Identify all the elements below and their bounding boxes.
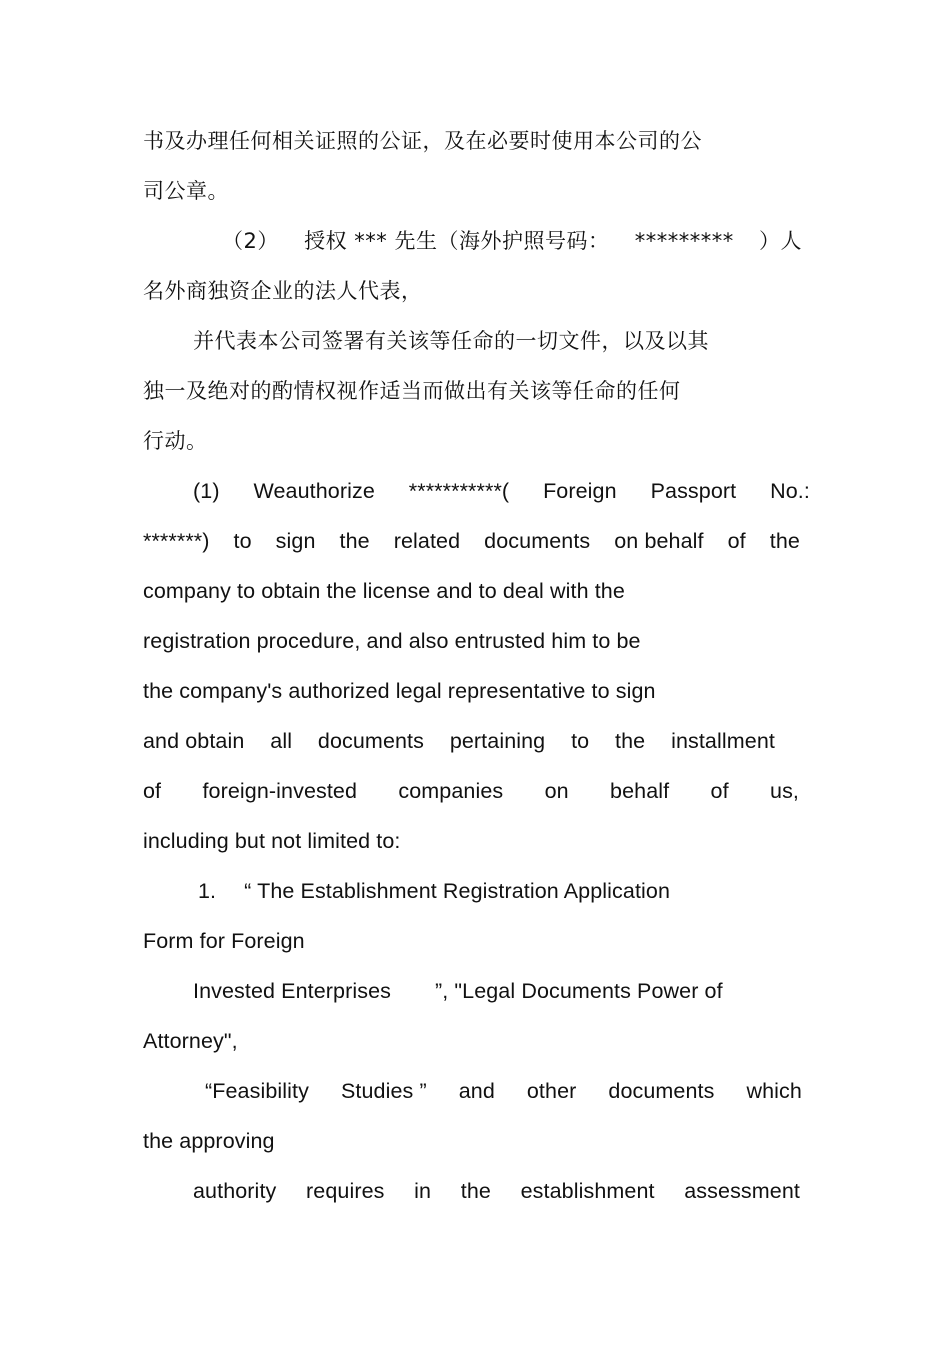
en-word: pertaining: [449, 729, 546, 753]
en-text-line: [193, 1177, 800, 1205]
en-word: the: [615, 729, 646, 753]
cn-item-number: （2）: [222, 229, 279, 253]
en-word: Studies ”: [340, 1079, 427, 1103]
en-word: to: [233, 529, 252, 553]
en-word: all: [270, 729, 293, 753]
cn-text-line: 独一及绝对的酌情权视作适当而做出有关该等任命的任何: [143, 379, 681, 403]
cn-text-line: 行动。: [143, 429, 208, 453]
en-text-line: the approving: [143, 1129, 275, 1153]
en-word: Weauthorize: [253, 479, 375, 503]
en-word: No.:: [770, 479, 810, 503]
en-word: Foreign: [543, 479, 617, 503]
cn-text-segment: ）人: [758, 229, 802, 253]
en-word: Passport: [650, 479, 737, 503]
en-text-line: company to obtain the license and to deal with the: [143, 579, 625, 603]
en-text-segment: ”, "Legal Documents Power of: [435, 979, 723, 1003]
en-word: ***********(: [408, 479, 510, 503]
en-word: and: [458, 1079, 495, 1103]
en-word: on: [544, 779, 569, 803]
en-word: “Feasibility: [205, 1079, 309, 1103]
en-text-line: [143, 727, 775, 755]
en-text-line: including but not limited to:: [143, 829, 401, 853]
en-word: and obtain: [143, 729, 245, 753]
en-word: *******): [143, 529, 210, 553]
en-text-line: Form for Foreign: [143, 929, 305, 953]
cn-text-line: 并代表本公司签署有关该等任命的一切文件，以及以其: [193, 329, 709, 353]
cn-passport-mask: *********: [634, 229, 734, 253]
cn-text-segment: 授权 *** 先生（海外护照号码：: [304, 229, 610, 253]
en-text-segment: Invested Enterprises: [193, 979, 391, 1003]
en-word: documents: [608, 1079, 715, 1103]
en-word: companies: [398, 779, 504, 803]
en-text-line: [193, 477, 810, 505]
cn-text-line: [222, 227, 802, 255]
en-word: foreign-invested: [202, 779, 358, 803]
en-word: documents: [317, 729, 424, 753]
en-word: the: [769, 529, 800, 553]
en-word: behalf: [610, 779, 670, 803]
en-word: in: [414, 1179, 432, 1203]
en-text-line: [193, 977, 723, 1005]
en-word: of: [727, 529, 746, 553]
en-text-line: [143, 527, 800, 555]
list-item-number: 1.: [198, 879, 217, 903]
en-text-line: the company's authorized legal representative to sign: [143, 679, 656, 703]
en-text-line: [143, 777, 799, 805]
en-word: of: [143, 779, 162, 803]
list-item-text: “ The Establishment Registration Application: [244, 879, 671, 903]
en-word: the: [339, 529, 370, 553]
en-word: which: [746, 1079, 802, 1103]
en-word: related: [393, 529, 461, 553]
en-word: installment: [671, 729, 775, 753]
en-word: establishment: [520, 1179, 655, 1203]
en-word: of: [710, 779, 729, 803]
en-word: sign: [275, 529, 316, 553]
en-word: requires: [306, 1179, 385, 1203]
cn-text-line: 书及办理任何相关证照的公证，及在必要时使用本公司的公: [143, 129, 702, 153]
en-word: assessment: [684, 1179, 800, 1203]
en-text-line: [205, 1077, 802, 1105]
en-word: on behalf: [614, 529, 704, 553]
en-word: to: [571, 729, 590, 753]
en-word: us,: [770, 779, 799, 803]
en-word: documents: [484, 529, 591, 553]
en-text-line: registration procedure, and also entrusted him to be: [143, 629, 641, 653]
cn-text-line: 司公章。: [143, 179, 229, 203]
list-item-line: [198, 877, 670, 905]
en-word: authority: [193, 1179, 277, 1203]
en-word: other: [526, 1079, 577, 1103]
en-text-line: Attorney",: [143, 1029, 238, 1053]
cn-text-line: 名外商独资企业的法人代表，: [143, 279, 423, 303]
en-word: the: [460, 1179, 491, 1203]
en-word: (1): [193, 479, 220, 503]
